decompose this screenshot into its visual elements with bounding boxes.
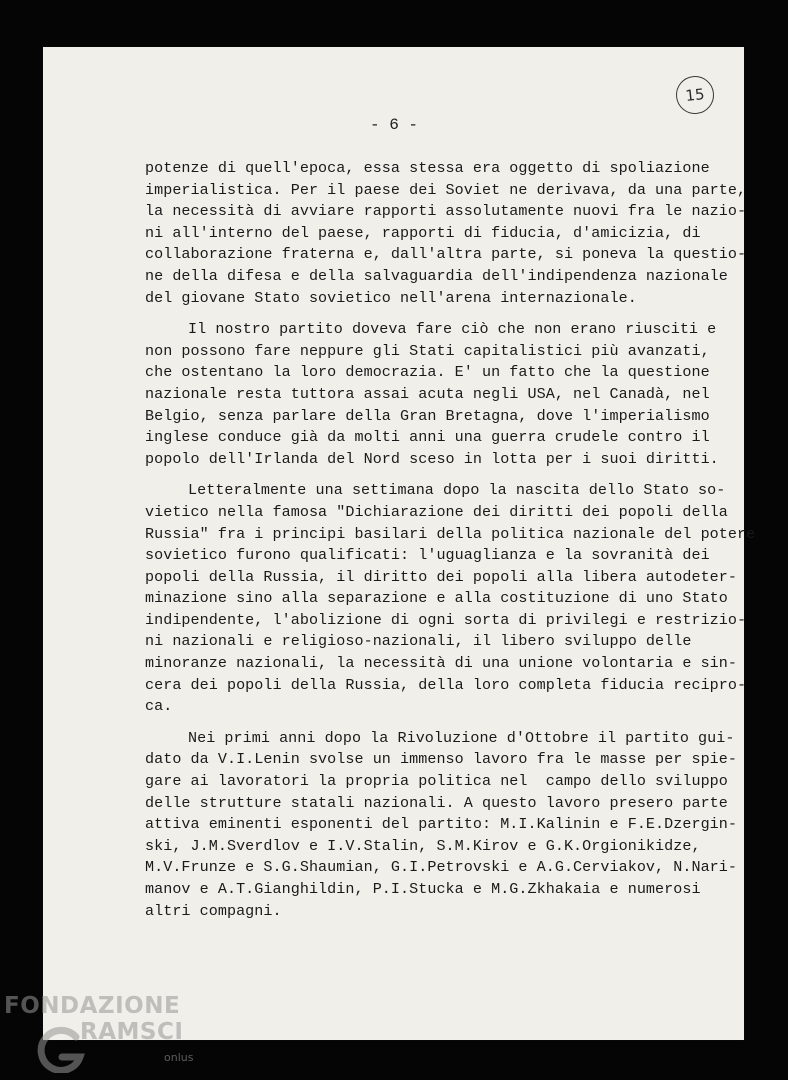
- text-line: Nei primi anni dopo la Rivoluzione d'Ottobre il partito gui-: [188, 728, 735, 747]
- paragraph: [145, 728, 738, 922]
- text-line: ca.: [145, 697, 173, 716]
- text-line: che ostentano la loro democrazia. E' un fatto che la questione: [145, 363, 710, 382]
- text-line: ni nazionali e religioso-nazionali, il libero sviluppo delle: [145, 632, 692, 651]
- text-line: la necessità di avviare rapporti assolutamente nuovi fra le nazio-: [145, 202, 747, 221]
- watermark-tag: onlus: [164, 1051, 194, 1064]
- text-line: potenze di quell'epoca, essa stessa era oggetto di spoliazione: [145, 159, 710, 177]
- text-line: vietico nella famosa "Dichiarazione dei diritti dei popoli della: [145, 502, 728, 521]
- text-line: del giovane Stato sovietico nell'arena internazionale.: [145, 288, 637, 307]
- text-line: M.V.Frunze e S.G.Shaumian, G.I.Petrovski e A.G.Cerviakov, N.Nari-: [145, 858, 738, 877]
- text-line: popoli della Russia, il diritto dei popoli alla libera autodeter-: [145, 567, 738, 586]
- text-line: minazione sino alla separazione e alla costituzione di uno Stato: [145, 589, 728, 608]
- page-number: - 6 -: [369, 116, 418, 134]
- text-line: imperialistica. Per il paese dei Soviet ne derivava, da una parte,: [145, 180, 747, 199]
- text-line: Russia" fra i principi basilari della politica nazionale del potere: [145, 524, 756, 543]
- text-line: manov e A.T.Gianghildin, P.I.Stucka e M.G.Zkhakaia e numerosi: [145, 880, 701, 898]
- text-line: altri compagni.: [145, 901, 282, 920]
- text-line: indipendente, l'abolizione di ogni sorta di privilegi e restrizio-: [145, 610, 747, 629]
- text-line: popolo dell'Irlanda del Nord sceso in lotta per i suoi diritti.: [145, 449, 719, 468]
- text-line: Il nostro partito doveva fare ciò che non erano riusciti e: [188, 320, 717, 339]
- text-line: collaborazione fraterna e, dall'altra parte, si poneva la questio-: [145, 245, 747, 264]
- paragraph: [145, 319, 730, 470]
- text-line: nazionale resta tuttora assai acuta negli USA, nel Canadà, nel: [145, 384, 710, 403]
- text-line: Belgio, senza parlare della Gran Bretagna, dove l'imperialismo: [145, 406, 710, 425]
- text-line: ne della difesa e della salvaguardia dell'indipendenza nazionale: [145, 266, 728, 285]
- text-line: Letteralmente una settimana dopo la nascita dello Stato so-: [188, 481, 726, 500]
- document-body: [145, 158, 756, 932]
- paragraph: [145, 158, 747, 309]
- text-line: minoranze nazionali, la necessità di una unione volontaria e sin-: [145, 654, 738, 673]
- text-line: cera dei popoli della Russia, della loro completa fiducia recipro-: [145, 675, 747, 694]
- paragraph: [145, 480, 756, 718]
- watermark-subtitle: RAMSCI: [80, 1019, 184, 1045]
- text-line: sovietico furono qualificati: l'uguaglianza e la sovranità dei: [145, 546, 710, 565]
- text-line: non possono fare neppure gli Stati capitalistici più avanzati,: [145, 341, 710, 360]
- stamp-number: 15: [684, 85, 706, 105]
- text-line: ni all'interno del paese, rapporti di fiducia, d'amicizia, di: [145, 223, 701, 242]
- text-line: attiva eminenti esponenti del partito: M.I.Kalinin e F.E.Dzergin-: [145, 815, 738, 834]
- text-line: ski, J.M.Sverdlov e I.V.Stalin, S.M.Kirov e G.K.Orgionikidze,: [145, 836, 701, 855]
- text-line: inglese conduce già da molti anni una guerra crudele contro il: [145, 428, 710, 447]
- text-line: delle strutture statali nazionali. A questo lavoro presero parte: [145, 793, 728, 812]
- watermark-title: FONDAZIONE: [4, 993, 181, 1019]
- fondazione-gramsci-watermark: [4, 993, 204, 1073]
- text-line: dato da V.I.Lenin svolse un immenso lavoro fra le masse per spie-: [145, 750, 738, 769]
- text-line: gare ai lavoratori la propria politica nel campo dello sviluppo: [145, 772, 728, 791]
